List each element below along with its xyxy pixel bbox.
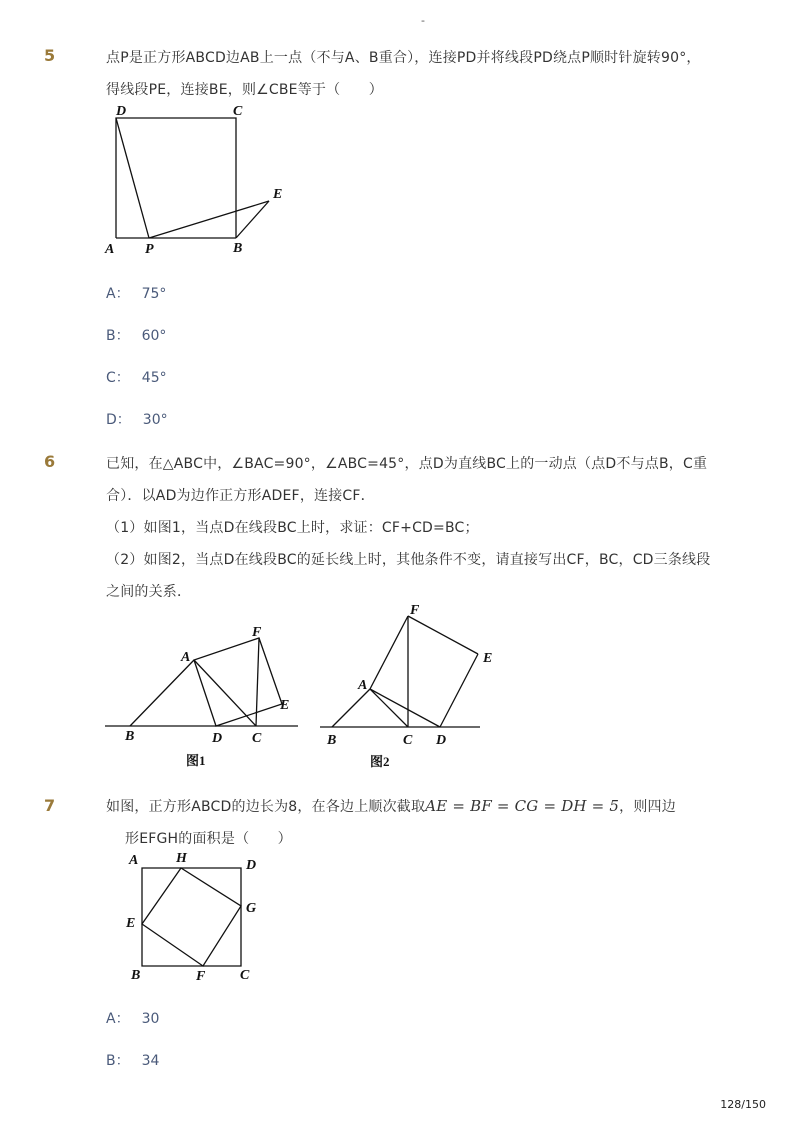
q5-option-d[interactable]: D： 30° <box>106 412 168 428</box>
question-number-7: 7 <box>44 796 56 815</box>
fig1-label-f: F <box>252 625 262 640</box>
fig1-square-adef <box>194 638 282 726</box>
q7-label-f: F <box>196 969 206 984</box>
q7-label-h: H <box>176 851 187 866</box>
q6-text-line2: 合）．以AD为边作正方形ADEF，连接CF． <box>106 488 375 504</box>
q7-option-b[interactable]: B： 34 <box>106 1053 160 1069</box>
header-mark: - <box>421 14 425 27</box>
fig1-label-d: D <box>212 731 223 746</box>
fig2-line-ed <box>440 654 478 727</box>
q5-text-line2: 得线段PE，连接BE，则∠CBE等于（ ） <box>106 82 383 98</box>
fig2-label-a: A <box>358 678 368 693</box>
fig2-line-ba <box>332 689 370 727</box>
q6-text-line3: （1）如图1，当点D在线段BC上时，求证：CF+CD=BC； <box>106 520 479 536</box>
q7-text-line2: 形EFGH的面积是（ ） <box>125 831 292 847</box>
q7-label-c: C <box>240 968 250 983</box>
q5-option-b[interactable]: B： 60° <box>106 328 167 344</box>
q6-text-line1: 已知，在△ABC中，∠BAC=90°，∠ABC=45°，点D为直线BC上的一动点（点D不与点B，C重 <box>106 456 708 472</box>
q7-option-a[interactable]: A： 30 <box>106 1011 160 1027</box>
q6-figure-2 <box>315 604 505 774</box>
fig2-label-f: F <box>410 603 420 618</box>
fig2-line-af <box>370 616 408 689</box>
fig1-caption: 图1 <box>186 753 206 768</box>
q5-option-a[interactable]: A： 75° <box>106 286 167 302</box>
fig1-label-b: B <box>125 729 135 744</box>
fig2-line-ad <box>370 689 440 727</box>
q5-text-line1: 点P是正方形ABCD边AB上一点（不与A、B重合），连接PD并将线段PD绕点P顺时针旋转90°， <box>106 50 701 66</box>
q7-label-g: G <box>246 901 257 916</box>
fig2-line-ac <box>370 689 408 727</box>
q7-figure <box>120 848 270 988</box>
question-number-6: 6 <box>44 452 56 471</box>
q7-label-a: A <box>129 853 139 868</box>
fig1-line-ba <box>130 660 194 726</box>
q7-label-b: B <box>131 968 141 983</box>
q5-label-e: E <box>273 187 283 202</box>
q5-label-b: B <box>233 241 243 256</box>
fig1-label-e: E <box>280 698 290 713</box>
q5-label-p: P <box>145 242 154 257</box>
q5-square <box>116 118 236 238</box>
q6-figure-1 <box>100 622 310 772</box>
fig2-label-c: C <box>403 733 413 748</box>
q7-label-d: D <box>246 858 257 873</box>
q7-square-abcd <box>142 868 241 966</box>
fig2-line-fe <box>408 616 478 654</box>
q5-label-a: A <box>105 242 115 257</box>
fig1-label-a: A <box>181 650 191 665</box>
q5-label-d: D <box>116 104 127 119</box>
q5-line-pd <box>116 118 149 238</box>
q5-option-c[interactable]: C： 45° <box>106 370 167 386</box>
fig2-label-e: E <box>483 651 493 666</box>
q7-label-e: E <box>126 916 136 931</box>
page-number: 128/150 <box>720 1098 766 1111</box>
q6-text-line4: （2）如图2，当点D在线段BC的延长线上时，其他条件不变，请直接写出CF，BC，CD三条线段 <box>106 552 711 568</box>
q5-figure <box>100 100 300 260</box>
q5-line-pe <box>149 201 269 238</box>
question-number-5: 5 <box>44 46 56 65</box>
fig2-caption: 图2 <box>370 754 390 769</box>
q7-text-line1: 如图，正方形ABCD的边长为8，在各边上顺次截取AE = BF = CG = DH = 5，则四边 <box>106 797 676 815</box>
fig2-label-b: B <box>327 733 337 748</box>
q7-quad-efgh <box>142 868 241 966</box>
fig2-label-d: D <box>436 733 447 748</box>
q5-label-c: C <box>233 104 243 119</box>
q6-text-line5: 之间的关系． <box>106 584 192 600</box>
fig1-label-c: C <box>252 731 262 746</box>
